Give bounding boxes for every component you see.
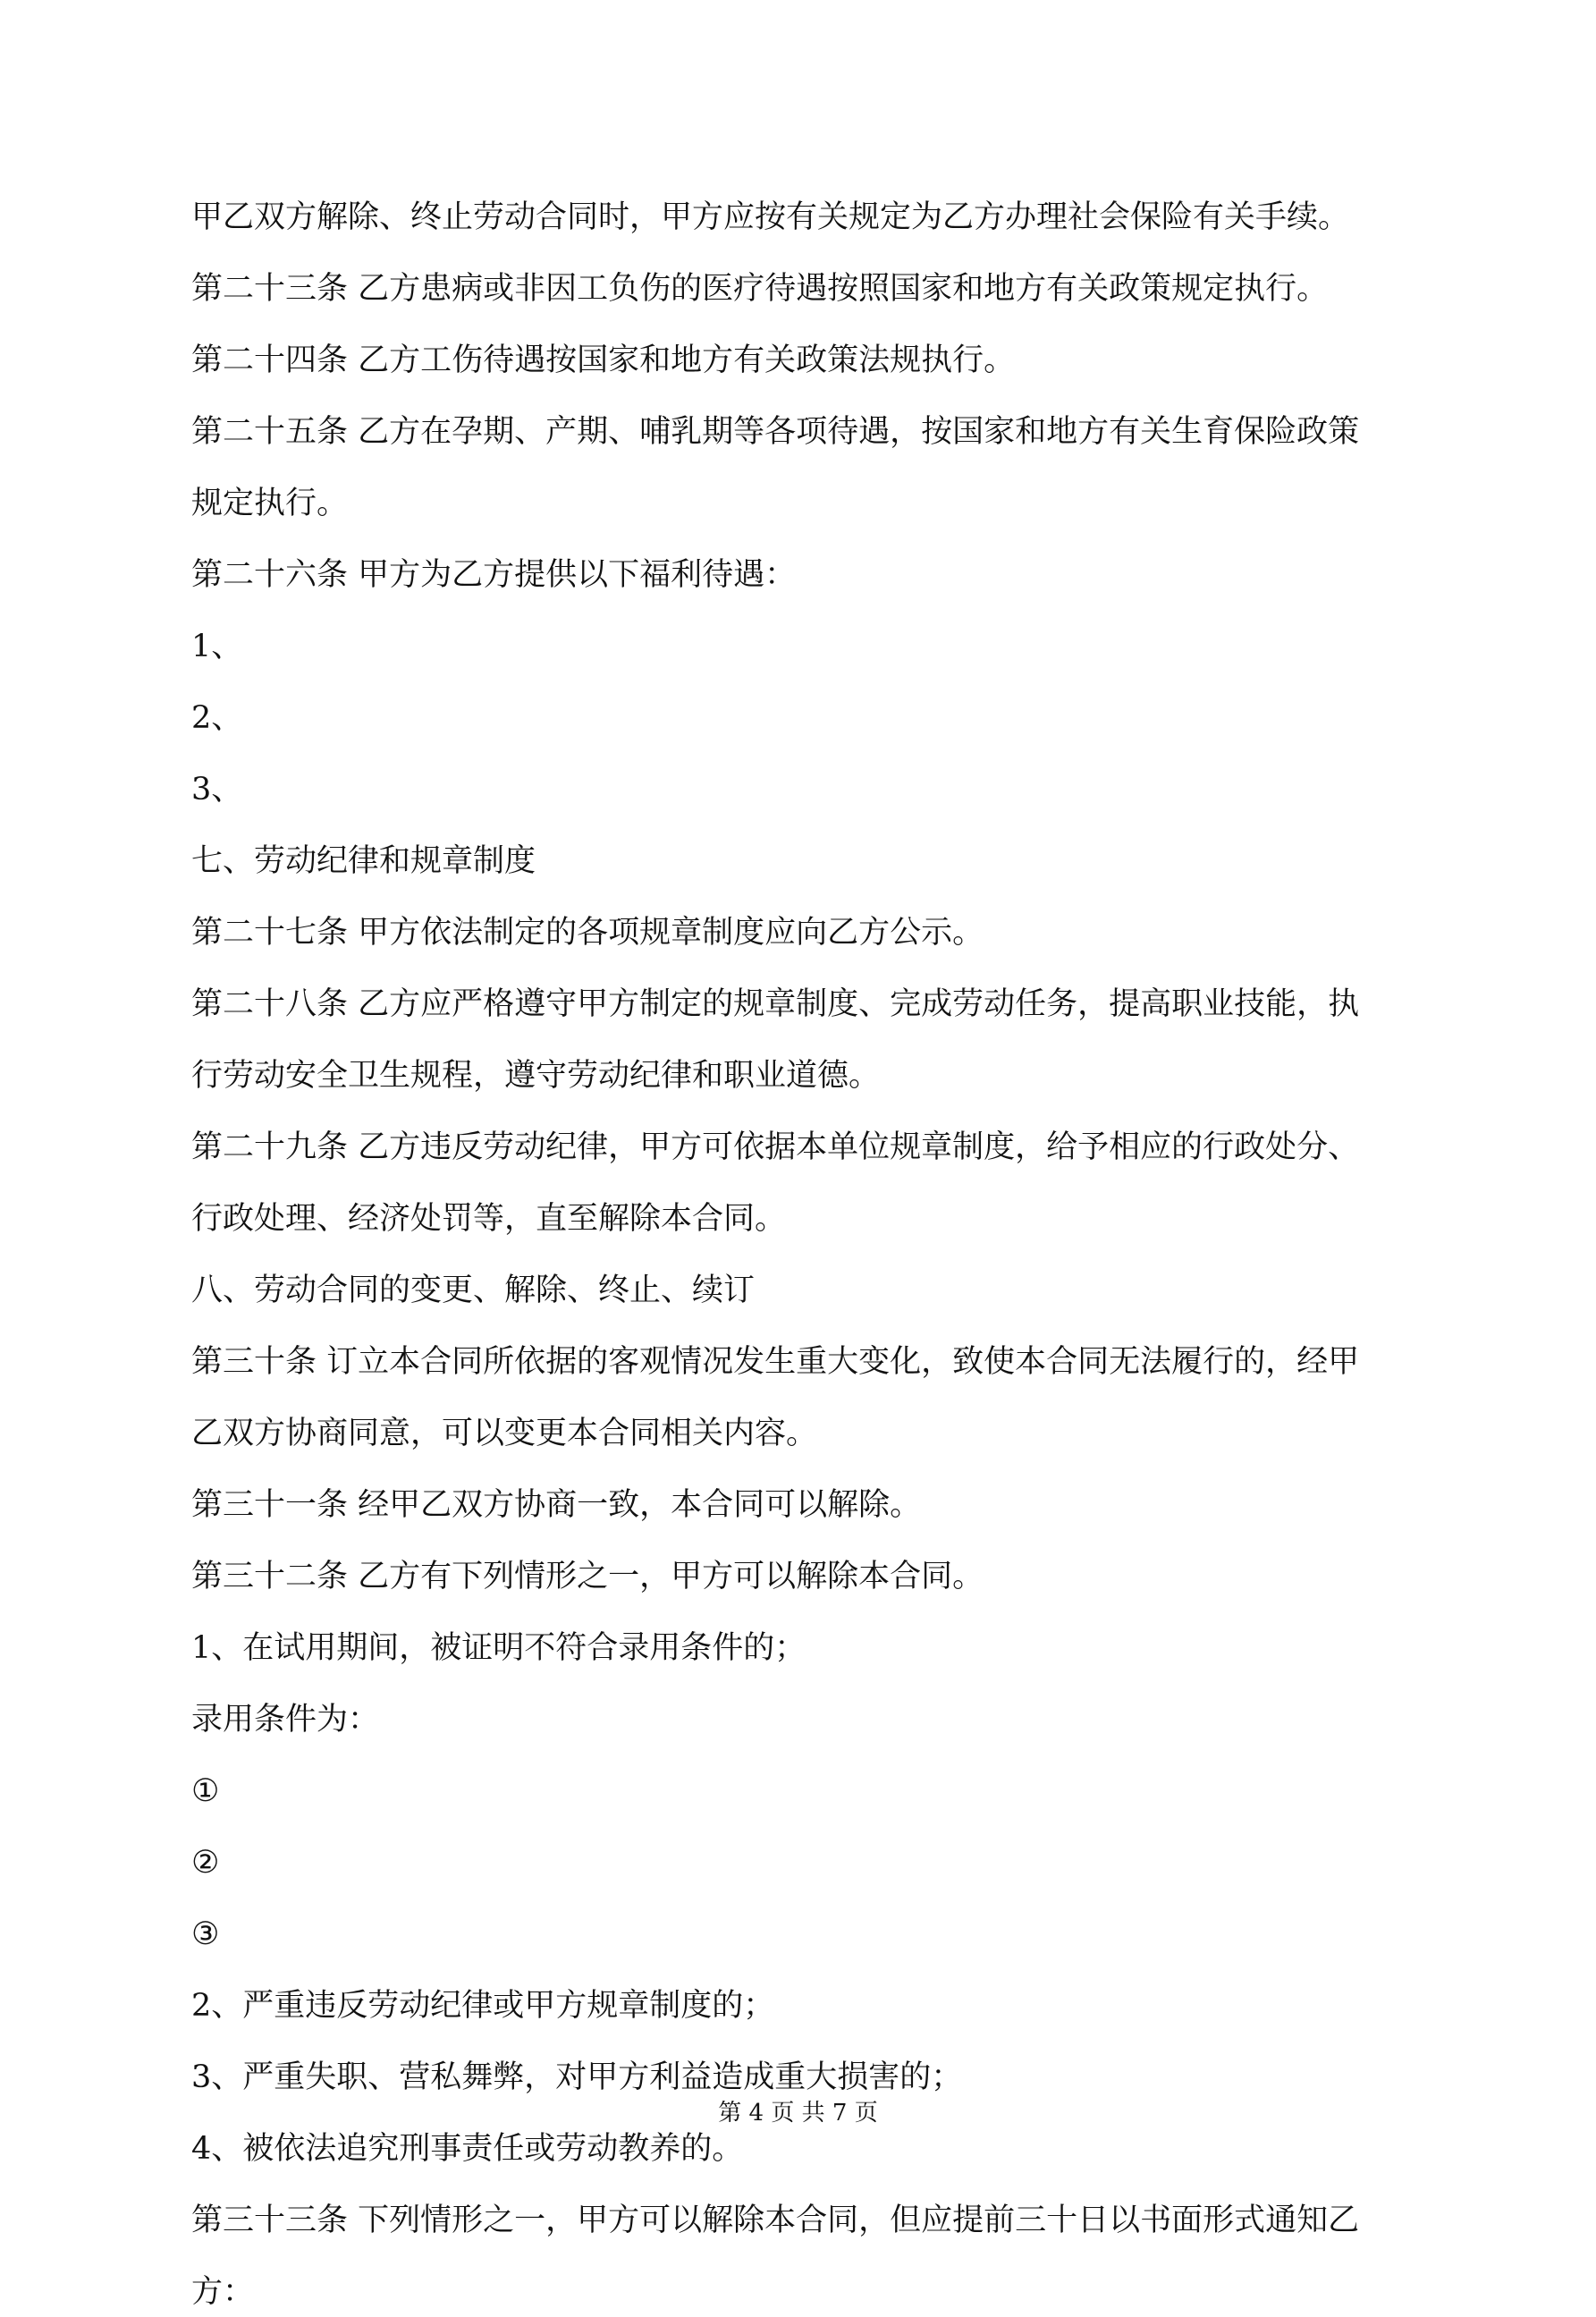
- text-line: 第二十六条 甲方为乙方提供以下福利待遇：: [191, 557, 797, 593]
- text-line: 甲乙双方解除、终止劳动合同时，甲方应按有关规定为乙方办理社会保险有关手续。: [191, 199, 1350, 235]
- text-line: 第二十七条 甲方依法制定的各项规章制度应向乙方公示。: [191, 915, 984, 951]
- text-line: 第三十一条 经甲乙双方协商一致，本合同可以解除。: [191, 1487, 922, 1523]
- text-line: 八、劳动合同的变更、解除、终止、续订: [191, 1273, 756, 1308]
- text-line: 3、: [191, 772, 243, 808]
- text-line: 第二十九条 乙方违反劳动纪律，甲方可依据本单位规章制度，给予相应的行政处分、: [191, 1129, 1360, 1165]
- text-line: 2、严重违反劳动纪律或甲方规章制度的；: [191, 1988, 775, 2024]
- text-line: ①: [191, 1773, 220, 1809]
- text-line: 第三十条 订立本合同所依据的客观情况发生重大变化，致使本合同无法履行的，经甲: [191, 1344, 1360, 1380]
- text-line: 第三十三条 下列情形之一，甲方可以解除本合同，但应提前三十日以书面形式通知乙: [191, 2203, 1360, 2238]
- text-line: 方：: [191, 2274, 255, 2310]
- text-line: 第二十四条 乙方工伤待遇按国家和地方有关政策法规执行。: [191, 342, 1016, 378]
- text-line: 第二十八条 乙方应严格遵守甲方制定的规章制度、完成劳动任务，提高职业技能，执: [191, 986, 1360, 1022]
- text-line: 3、严重失职、营私舞弊，对甲方利益造成重大损害的；: [191, 2059, 963, 2095]
- text-line: 2、: [191, 700, 243, 736]
- text-line: 4、被依法追究刑事责任或劳动教养的。: [191, 2131, 744, 2167]
- text-line: 规定执行。: [191, 486, 349, 521]
- text-line: ②: [191, 1845, 220, 1881]
- page-footer: 第 4 页 共 7 页: [718, 2100, 878, 2127]
- text-line: 1、: [191, 629, 243, 664]
- text-line: 第二十三条 乙方患病或非因工负伤的医疗待遇按照国家和地方有关政策规定执行。: [191, 271, 1329, 307]
- text-line: 第二十五条 乙方在孕期、产期、哺乳期等各项待遇，按国家和地方有关生育保险政策: [191, 414, 1360, 450]
- text-line: 乙双方协商同意，可以变更本合同相关内容。: [191, 1416, 818, 1451]
- text-line: 行政处理、经济处罚等，直至解除本合同。: [191, 1201, 787, 1237]
- text-line: 第三十二条 乙方有下列情形之一，甲方可以解除本合同。: [191, 1559, 984, 1594]
- text-line: 七、劳动纪律和规章制度: [191, 843, 536, 879]
- contract-body-text: [191, 193, 1416, 2317]
- text-line: 录用条件为：: [191, 1702, 380, 1738]
- text-line: ③: [191, 1916, 220, 1952]
- text-line: 1、在试用期间，被证明不符合录用条件的；: [191, 1630, 806, 1666]
- text-line: 行劳动安全卫生规程，遵守劳动纪律和职业道德。: [191, 1058, 881, 1094]
